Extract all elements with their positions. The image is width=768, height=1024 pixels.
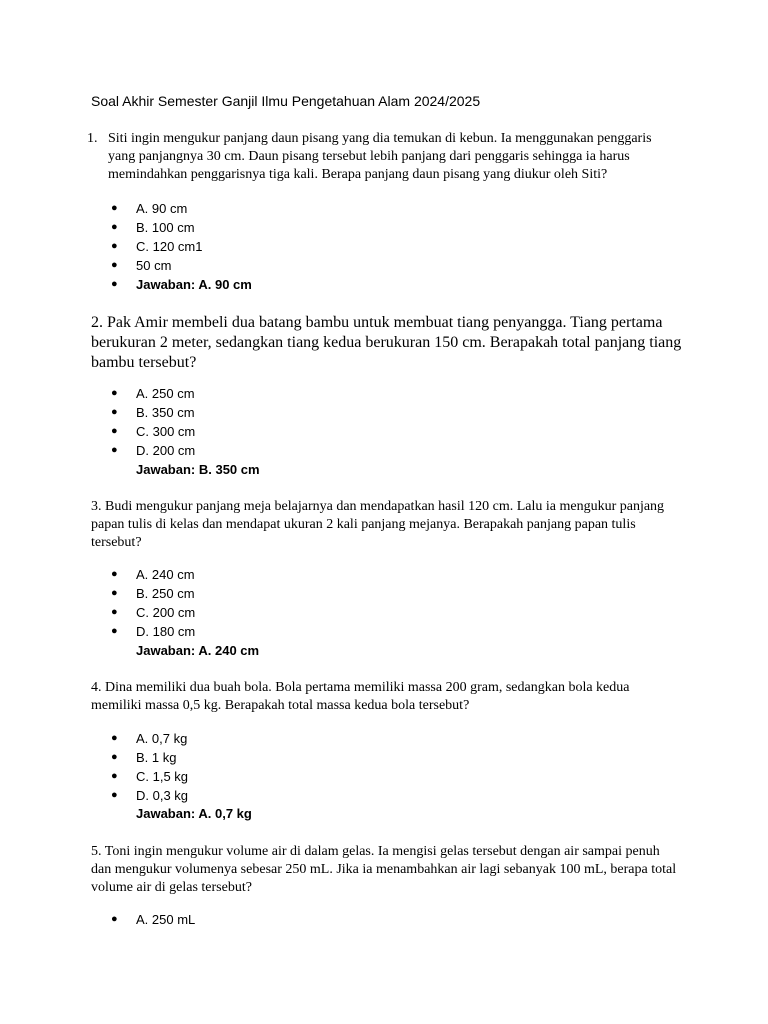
bullet-icon: ● <box>111 221 118 233</box>
bullet-icon: ● <box>111 568 118 580</box>
bullet-icon: ● <box>111 770 118 782</box>
bullet-icon: ● <box>111 387 118 399</box>
option-label: A. 0,7 kg <box>136 731 188 746</box>
question-2-answer: Jawaban: B. 350 cm <box>136 462 260 477</box>
option-label: B. 250 cm <box>136 586 195 601</box>
question-1-number: 1. <box>87 131 98 146</box>
bullet-icon: ● <box>111 444 118 456</box>
option-label: B. 100 cm <box>136 220 195 235</box>
question-3-answer: Jawaban: A. 240 cm <box>136 643 260 658</box>
answer-label: Jawaban: A. 90 cm <box>136 277 252 292</box>
bullet-icon: ● <box>111 625 118 637</box>
question-1-text: Siti ingin mengukur panjang daun pisang yang dia temukan di kebun. Ia menggunakan penggaris yang panjangnya 30 cm. Daun pisang tersebut lebih panjang dari penggaris sehingga ia harus memindahkan penggarisnya tiga kali. Berapa panjang daun pisang yang diukur oleh Siti? <box>108 131 652 182</box>
option-label: B. 350 cm <box>136 405 195 420</box>
option-label: A. 250 mL <box>136 912 196 927</box>
option-label: C. 1,5 kg <box>136 769 189 784</box>
option-label: 50 cm <box>136 258 172 273</box>
bullet-icon: ● <box>111 606 118 618</box>
option-label: C. 200 cm <box>136 605 196 620</box>
option-label: A. 250 cm <box>136 386 195 401</box>
option-label: A. 90 cm <box>136 201 188 216</box>
option-label: C. 300 cm <box>136 424 196 439</box>
bullet-icon: ● <box>111 587 118 599</box>
question-4-text: 4. Dina memiliki dua buah bola. Bola pertama memiliki massa 200 gram, sedangkan bola kedua memiliki massa 0,5 kg. Berapakah total massa kedua bola tersebut? <box>91 680 630 713</box>
bullet-icon: ● <box>111 259 118 271</box>
bullet-icon: ● <box>111 732 118 744</box>
bullet-icon: ● <box>111 751 118 763</box>
option-label: C. 120 cm1 <box>136 239 203 254</box>
bullet-icon: ● <box>111 406 118 418</box>
document-title: Soal Akhir Semester Ganjil Ilmu Pengetahuan Alam 2024/2025 <box>91 93 481 109</box>
bullet-icon: ● <box>111 240 118 252</box>
option-label: D. 180 cm <box>136 624 196 639</box>
option-label: B. 1 kg <box>136 750 177 765</box>
question-2-text: 2. Pak Amir membeli dua batang bambu untuk membuat tiang penyangga. Tiang pertama berukuran 2 meter, sedangkan tiang kedua berukuran 150 cm. Berapakah total panjang tiang bambu tersebut? <box>91 314 682 371</box>
option-label: D. 0,3 kg <box>136 788 189 803</box>
question-4-answer: Jawaban: A. 0,7 kg <box>136 806 252 821</box>
bullet-icon: ● <box>111 913 118 925</box>
bullet-icon: ● <box>111 278 118 290</box>
bullet-icon: ● <box>111 425 118 437</box>
bullet-icon: ● <box>111 202 118 214</box>
option-label: D. 200 cm <box>136 443 196 458</box>
bullet-icon: ● <box>111 789 118 801</box>
question-5-text: 5. Toni ingin mengukur volume air di dalam gelas. Ia mengisi gelas tersebut dengan air sampai penuh dan mengukur volumenya sebesar 250 mL. Jika ia menambahkan air lagi sebanyak 100 mL, berapa total volume air di gelas tersebut? <box>91 844 677 895</box>
option-label: A. 240 cm <box>136 567 195 582</box>
question-3-text: 3. Budi mengukur panjang meja belajarnya dan mendapatkan hasil 120 cm. Lalu ia mengukur panjang papan tulis di kelas dan mendapat ukuran 2 kali panjang mejanya. Berapakah panjang papan tulis tersebut? <box>91 499 665 550</box>
